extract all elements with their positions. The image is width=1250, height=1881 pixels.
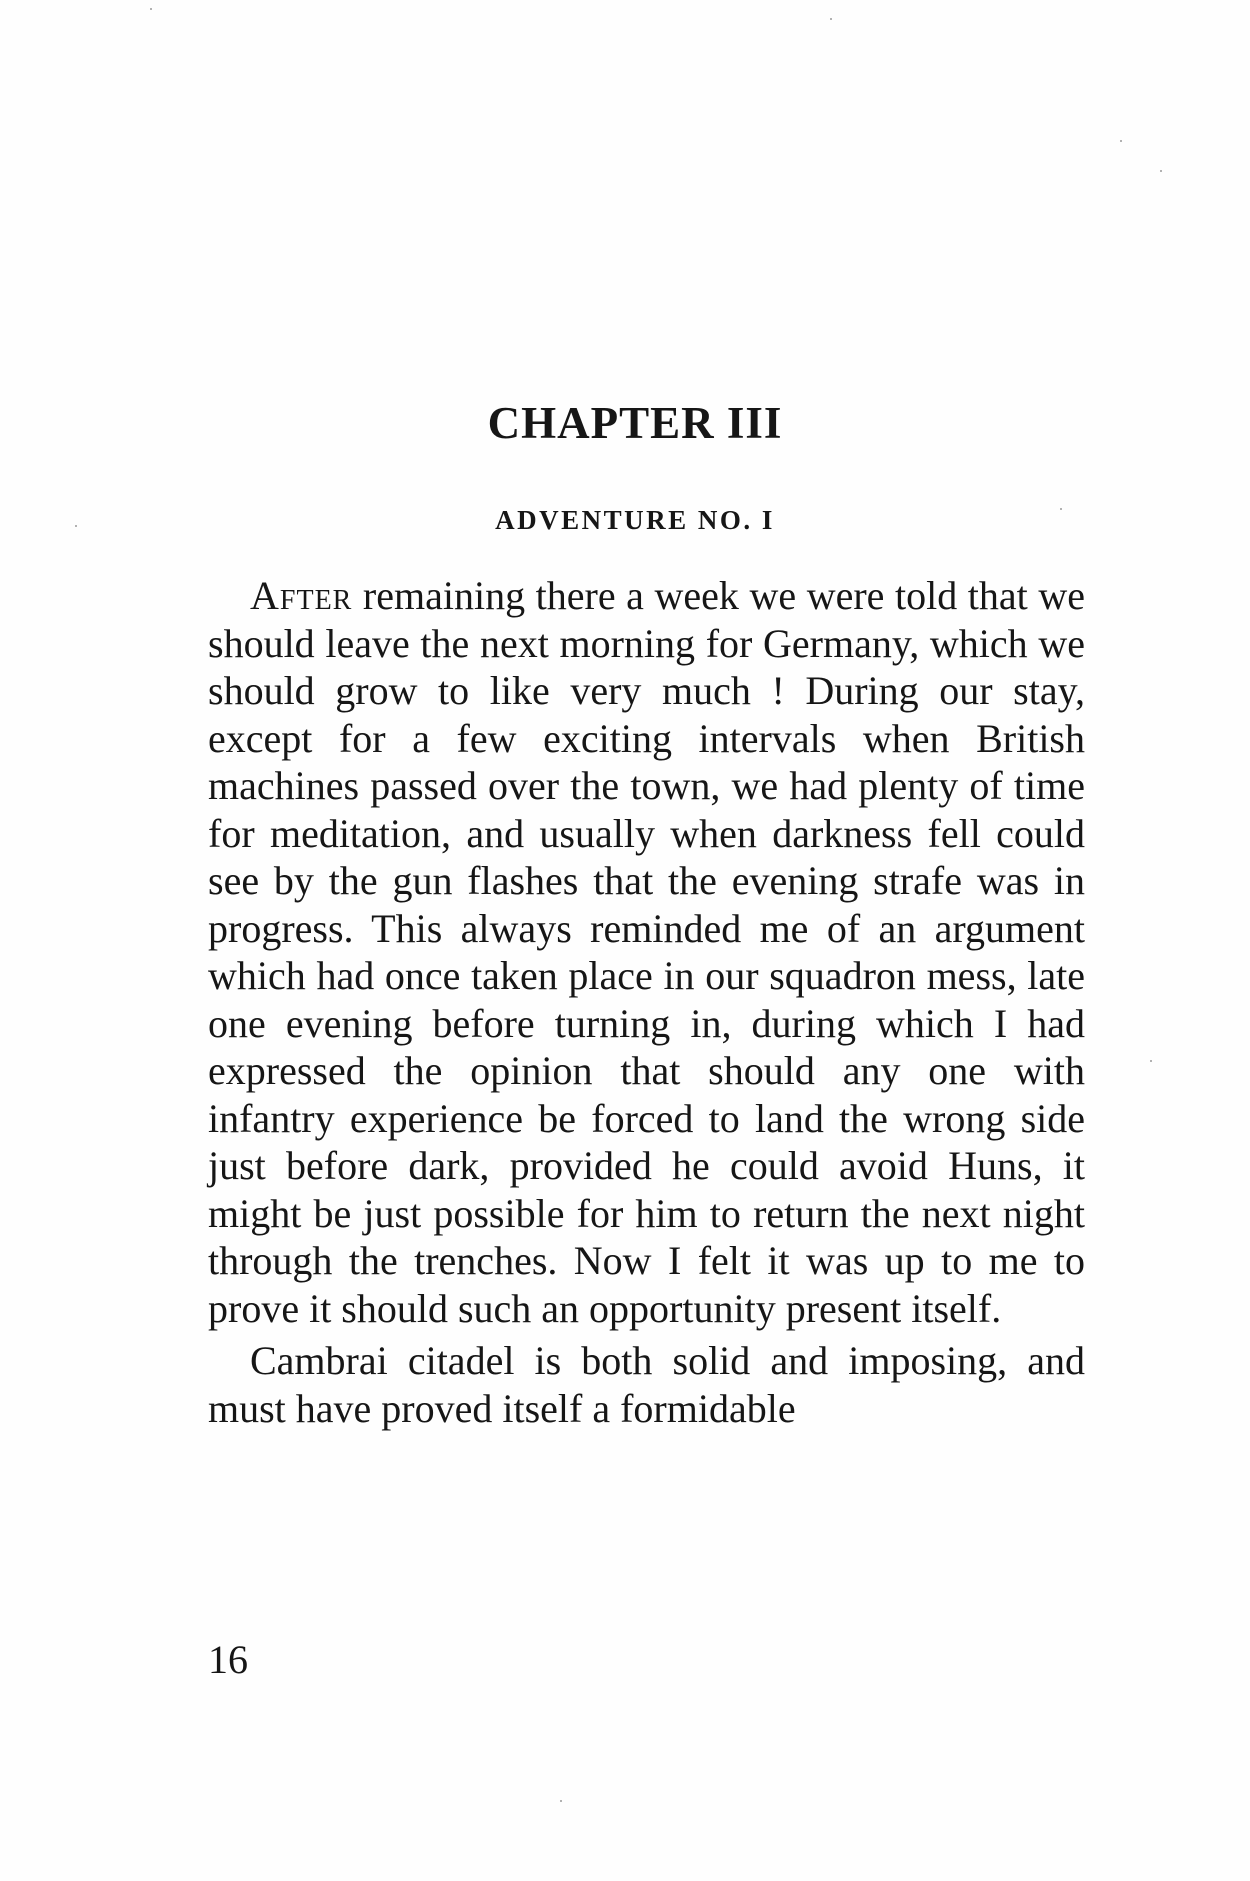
paragraph-2	[208, 1337, 1085, 1432]
paper-speck	[1160, 170, 1162, 172]
page-number: 16	[208, 1637, 248, 1682]
paper-speck	[560, 1800, 562, 1802]
paper-speck	[1120, 140, 1122, 142]
chapter-subtitle: ADVENTURE NO. I	[495, 505, 775, 536]
paper-speck	[830, 18, 832, 20]
paragraph-2-text: Cambrai citadel is both solid and imposing, and must have proved itself a formidable	[208, 1338, 1085, 1431]
paragraph-1-first-word: After	[250, 573, 353, 618]
paper-speck	[150, 8, 152, 10]
chapter-title: CHAPTER III	[487, 398, 783, 449]
paragraph-1	[208, 572, 1085, 1332]
paragraph-1-text: remaining there a week we were told that we should leave the next morning for Germany, which we should grow to like very much ! During our stay, except for a few exciting intervals when British machines passed over the town, we had plenty of time for meditation, and usually when darkness fell could see by the gun flashes that the evening strafe was in progress. This always reminded me of an argument which had once taken place in our squadron mess, late one evening before turning in, during which I had expressed the opinion that should any one with infantry experience be forced to land the wrong side just before dark, provided he could avoid Huns, it might be just possible for him to return the next night through the trenches. Now I felt it was up to me to prove it should such an opportunity present itself.	[208, 573, 1085, 1331]
body-text	[208, 572, 1085, 1432]
paper-speck	[1150, 1060, 1152, 1062]
